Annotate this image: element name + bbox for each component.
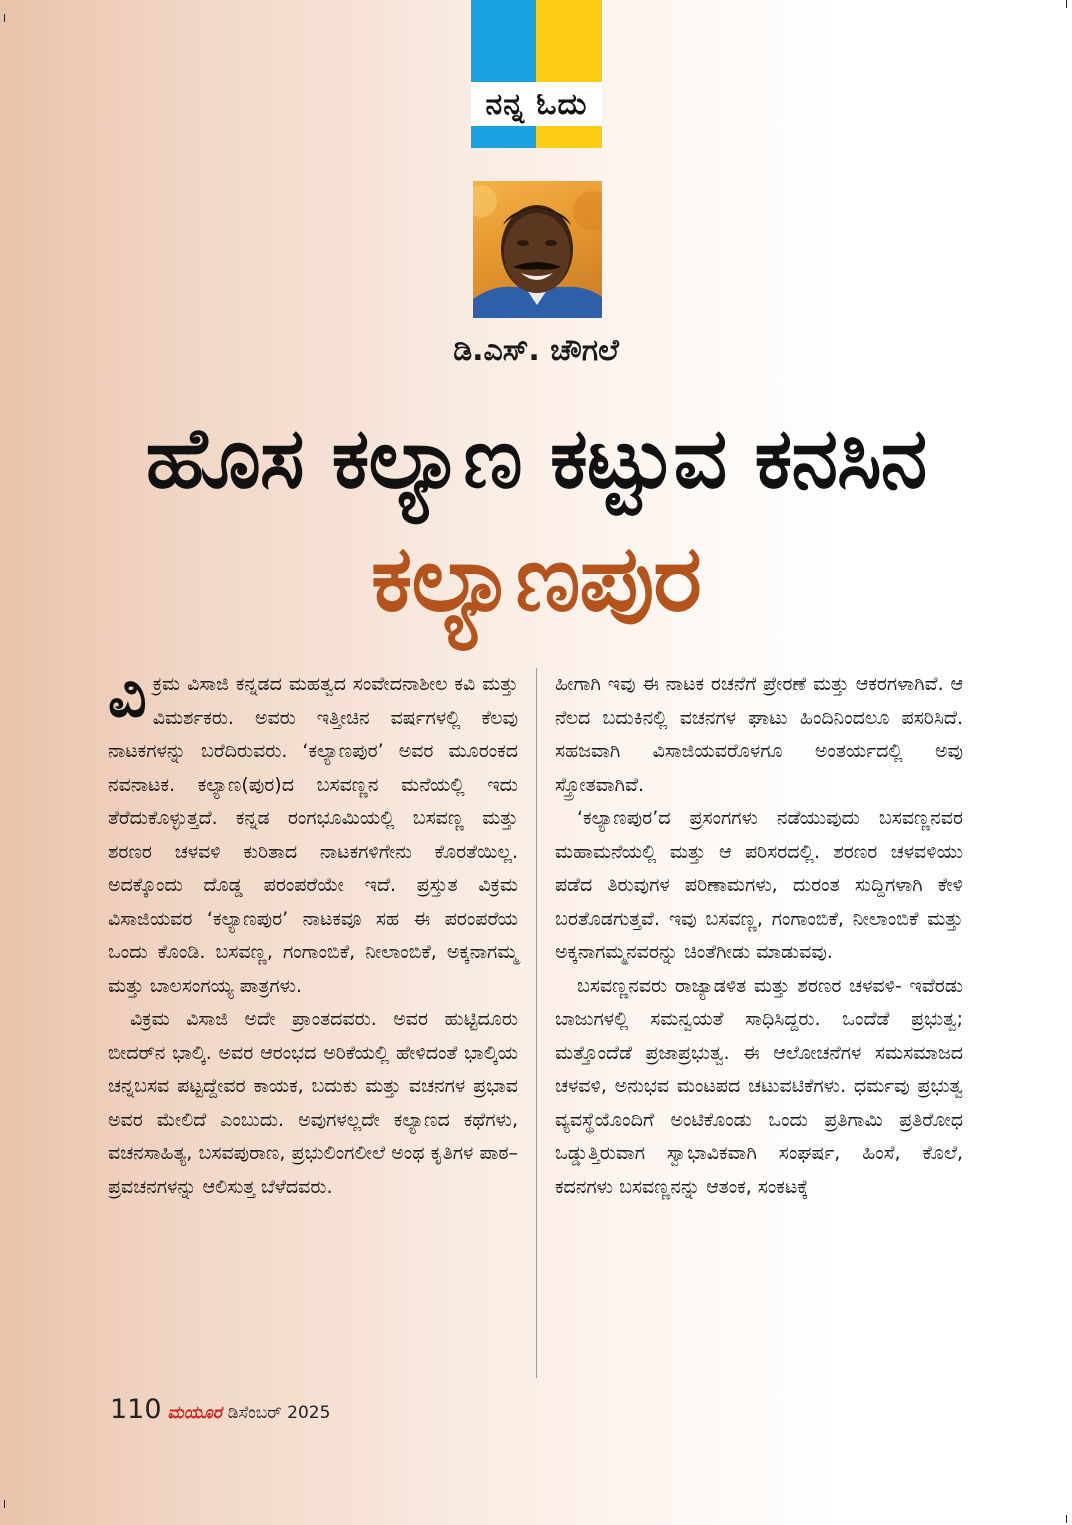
headline-line-2: ಕಲ್ಯಾಣಪುರ — [371, 525, 701, 632]
drop-cap: ವಿ — [108, 661, 147, 731]
logo-yellow-block — [536, 0, 602, 82]
crop-mark — [4, 14, 5, 22]
column-name: ನನ್ನ ಓದು — [471, 82, 602, 126]
author-name: ಡಿ.ಎಸ್‌. ಚೌಗಲೆ — [453, 333, 619, 368]
paragraph: ಹೀಗಾಗಿ ಇವು ಈ ನಾಟಕ ರಚನೆಗೆ ಪ್ರೇರಣೆ ಮತ್ತು ಆಕರಗಳಾಗಿವೆ. ಆ ನೆಲದ ಬದುಕಿನಲ್ಲಿ ವಚನಗಳ ಘಾಟು ಹಿಂದಿನಿಂದಲೂ ಪಸರಿಸಿದೆ. ಸಹಜವಾಗಿ ವಿಸಾಜಿಯವರೊಳಗೂ ಅಂತರ್ಯದಲ್ಲಿ ಅವು ಸ್ತ್ರೋತವಾಗಿವೆ. — [555, 673, 963, 796]
crop-mark — [1066, 0, 1067, 8]
logo-yellow-band — [536, 126, 602, 148]
magazine-logo: ಮಯೂರ — [167, 1403, 222, 1423]
logo-blue-band — [471, 126, 536, 148]
paragraph: ‘ಕಲ್ಯಾಣಪುರ’ದ ಪ್ರಸಂಗಗಳು ನಡೆಯುವುದು ಬಸವಣ್ಣನವರ ಮಹಾಮನೆಯಲ್ಲಿ ಮತ್ತು ಆ ಪರಿಸರದಲ್ಲಿ. ಶರಣರ ಚಳವಳಿಯು ಪಡೆದ ತಿರುವುಗಳ ಪರಿಣಾಮಗಳು, ದುರಂತ ಸುದ್ದಿಗಳಾಗಿ ಕೇಳಿ ಬರತೊಡಗುತ್ತವೆ. ಇವು ಬಸವಣ್ಣ, ಗಂಗಾಂಬಿಕೆ, ನೀಲಾಂಬಿಕೆ ಮತ್ತು ಅಕ್ಕನಾಗಮ್ಮನವರನ್ನು ಚಿಂತೆಗೀಡು ಮಾಡುವವು. — [555, 807, 963, 963]
paragraph: ವಿಕ್ರಮ ವಿಸಾಜಿ ಅದೇ ಪ್ರಾಂತದವರು. ಅವರ ಹುಟ್ಟಿದೂರು ಬೀದರ್‌ನ ಭಾಲ್ಕಿ. ಅವರ ಆರಂಭದ ಅರಿಕೆಯಲ್ಲಿ ಹೇಳಿದಂತೆ ಭಾಲ್ಕಿಯ ಚನ್ನಬಸವ ಪಟ್ಟದ್ದೇವರ ಕಾಯಕ, ಬದುಕು ಮತ್ತು ವಚನಗಳ ಪ್ರಭಾವ ಅವರ ಮೇಲಿದೆ ಎಂಬುದು. ಅವುಗಳಲ್ಲದೇ ಕಲ್ಯಾಣದ ಕಥೆಗಳು, ವಚನಸಾಹಿತ್ಯ, ಬಸವಪುರಾಣ, ಪ್ರಭುಲಿಂಗಲೀಲೆ ಅಂಥ ಕೃತಿಗಳ ಪಾಠ– ಪ್ರವಚನಗಳನ್ನು ಆಲಿಸುತ್ತ ಬೆಳೆದವರು. — [108, 1008, 518, 1198]
paragraph: ಬಸವಣ್ಣನವರು ರಾಜ್ಯಾಡಳಿತ ಮತ್ತು ಶರಣರ ಚಳವಳಿ- ಇವೆರಡು ಬಾಜುಗಳಲ್ಲಿ ಸಮನ್ವಯತೆ ಸಾಧಿಸಿದ್ದರು. ಒಂದೆಡೆ ಪ್ರಭುತ್ವ; ಮತ್ತೊಂದೆಡೆ ಪ್ರಜಾಪ್ರಭುತ್ವ. ಈ ಆಲೋಚನೆಗಳ ಸಮಸಮಾಜದ ಚಳವಳಿ, ಅನುಭವ ಮಂಟಪದ ಚಟುವಟಿಕೆಗಳು. ಧರ್ಮವು ಪ್ರಭುತ್ವ ವ್ಯವಸ್ಥೆಯೊಂದಿಗೆ ಅಂಟಿಕೊಂಡು ಒಂದು ಪ್ರತಿಗಾಮಿ ಪ್ರತಿರೋಧ ಒಡ್ಡುತ್ತಿರುವಾಗ ಸ್ವಾಭಾವಿಕವಾಗಿ ಸಂಘರ್ಷ, ಹಿಂಸೆ, ಕೊಲೆ, ಕದನಗಳು ಬಸವಣ್ಣನನ್ನು ಆತಂಕ, ಸಂಕಟಕ್ಕೆ — [555, 974, 963, 1198]
article-column-left — [108, 661, 518, 1204]
crop-mark — [1066, 1515, 1067, 1523]
crop-mark — [4, 1500, 5, 1508]
article-column-right — [555, 668, 963, 1204]
paragraph: ವಿಕ್ರಮ ವಿಸಾಜಿ ಕನ್ನಡದ ಮಹತ್ವದ ಸಂವೇದನಾಶೀಲ ಕವಿ ಮತ್ತು ವಿಮರ್ಶಕರು. ಅವರು ಇತ್ತೀಚಿನ ವರ್ಷಗಳಲ್ಲಿ ಕೆಲವು ನಾಟಕಗಳನ್ನು ಬರೆದಿರುವರು. ‘ಕಲ್ಯಾಣಪುರ’ ಅವರ ಮೂರಂಕದ ನವನಾಟಕ. ಕಲ್ಯಾಣ(ಪುರ)ದ ಬಸವಣ್ಣನ ಮನೆಯಲ್ಲಿ ಇದು ತೆರೆದುಕೊಳ್ಳುತ್ತದೆ. ಕನ್ನಡ ರಂಗಭೂಮಿಯಲ್ಲಿ ಬಸವಣ್ಣ ಮತ್ತು ಶರಣರ ಚಳವಳಿ ಕುರಿತಾದ ನಾಟಕಗಳಿಗೇನು ಕೊರತೆಯಿಲ್ಲ. ಅದಕ್ಕೊಂದು ದೊಡ್ಡ ಪರಂಪರೆಯೇ ಇದೆ. ಪ್ರಸ್ತುತ ವಿಕ್ರಮ ವಿಸಾಜಿಯವರ ‘ಕಲ್ಯಾಣಪುರ’ ನಾಟಕವೂ ಸಹ ಈ ಪರಂಪರೆಯ ಒಂದು ಕೊಂಡಿ. ಬಸವಣ್ಣ, ಗಂಗಾಂಬಿಕೆ, ನೀಲಾಂಬಿಕೆ, ಅಕ್ಕನಾಗಮ್ಮ ಮತ್ತು ಬಾಲಸಂಗಯ್ಯ ಪಾತ್ರಗಳು. — [108, 661, 518, 997]
author-portrait-icon — [473, 181, 602, 318]
issue-date: ಡಿಸೆಂಬರ್ 2025 — [227, 1403, 331, 1423]
column-logo — [471, 0, 602, 148]
page-number: 110 — [110, 1394, 162, 1425]
page-footer — [110, 1394, 330, 1425]
author-photo — [473, 181, 602, 318]
logo-blue-block — [471, 0, 536, 82]
headline-line-1: ಹೊಸ ಕಲ್ಯಾಣ ಕಟ್ಟುವ ಕನಸಿನ — [145, 409, 927, 507]
column-divider — [536, 668, 537, 1378]
